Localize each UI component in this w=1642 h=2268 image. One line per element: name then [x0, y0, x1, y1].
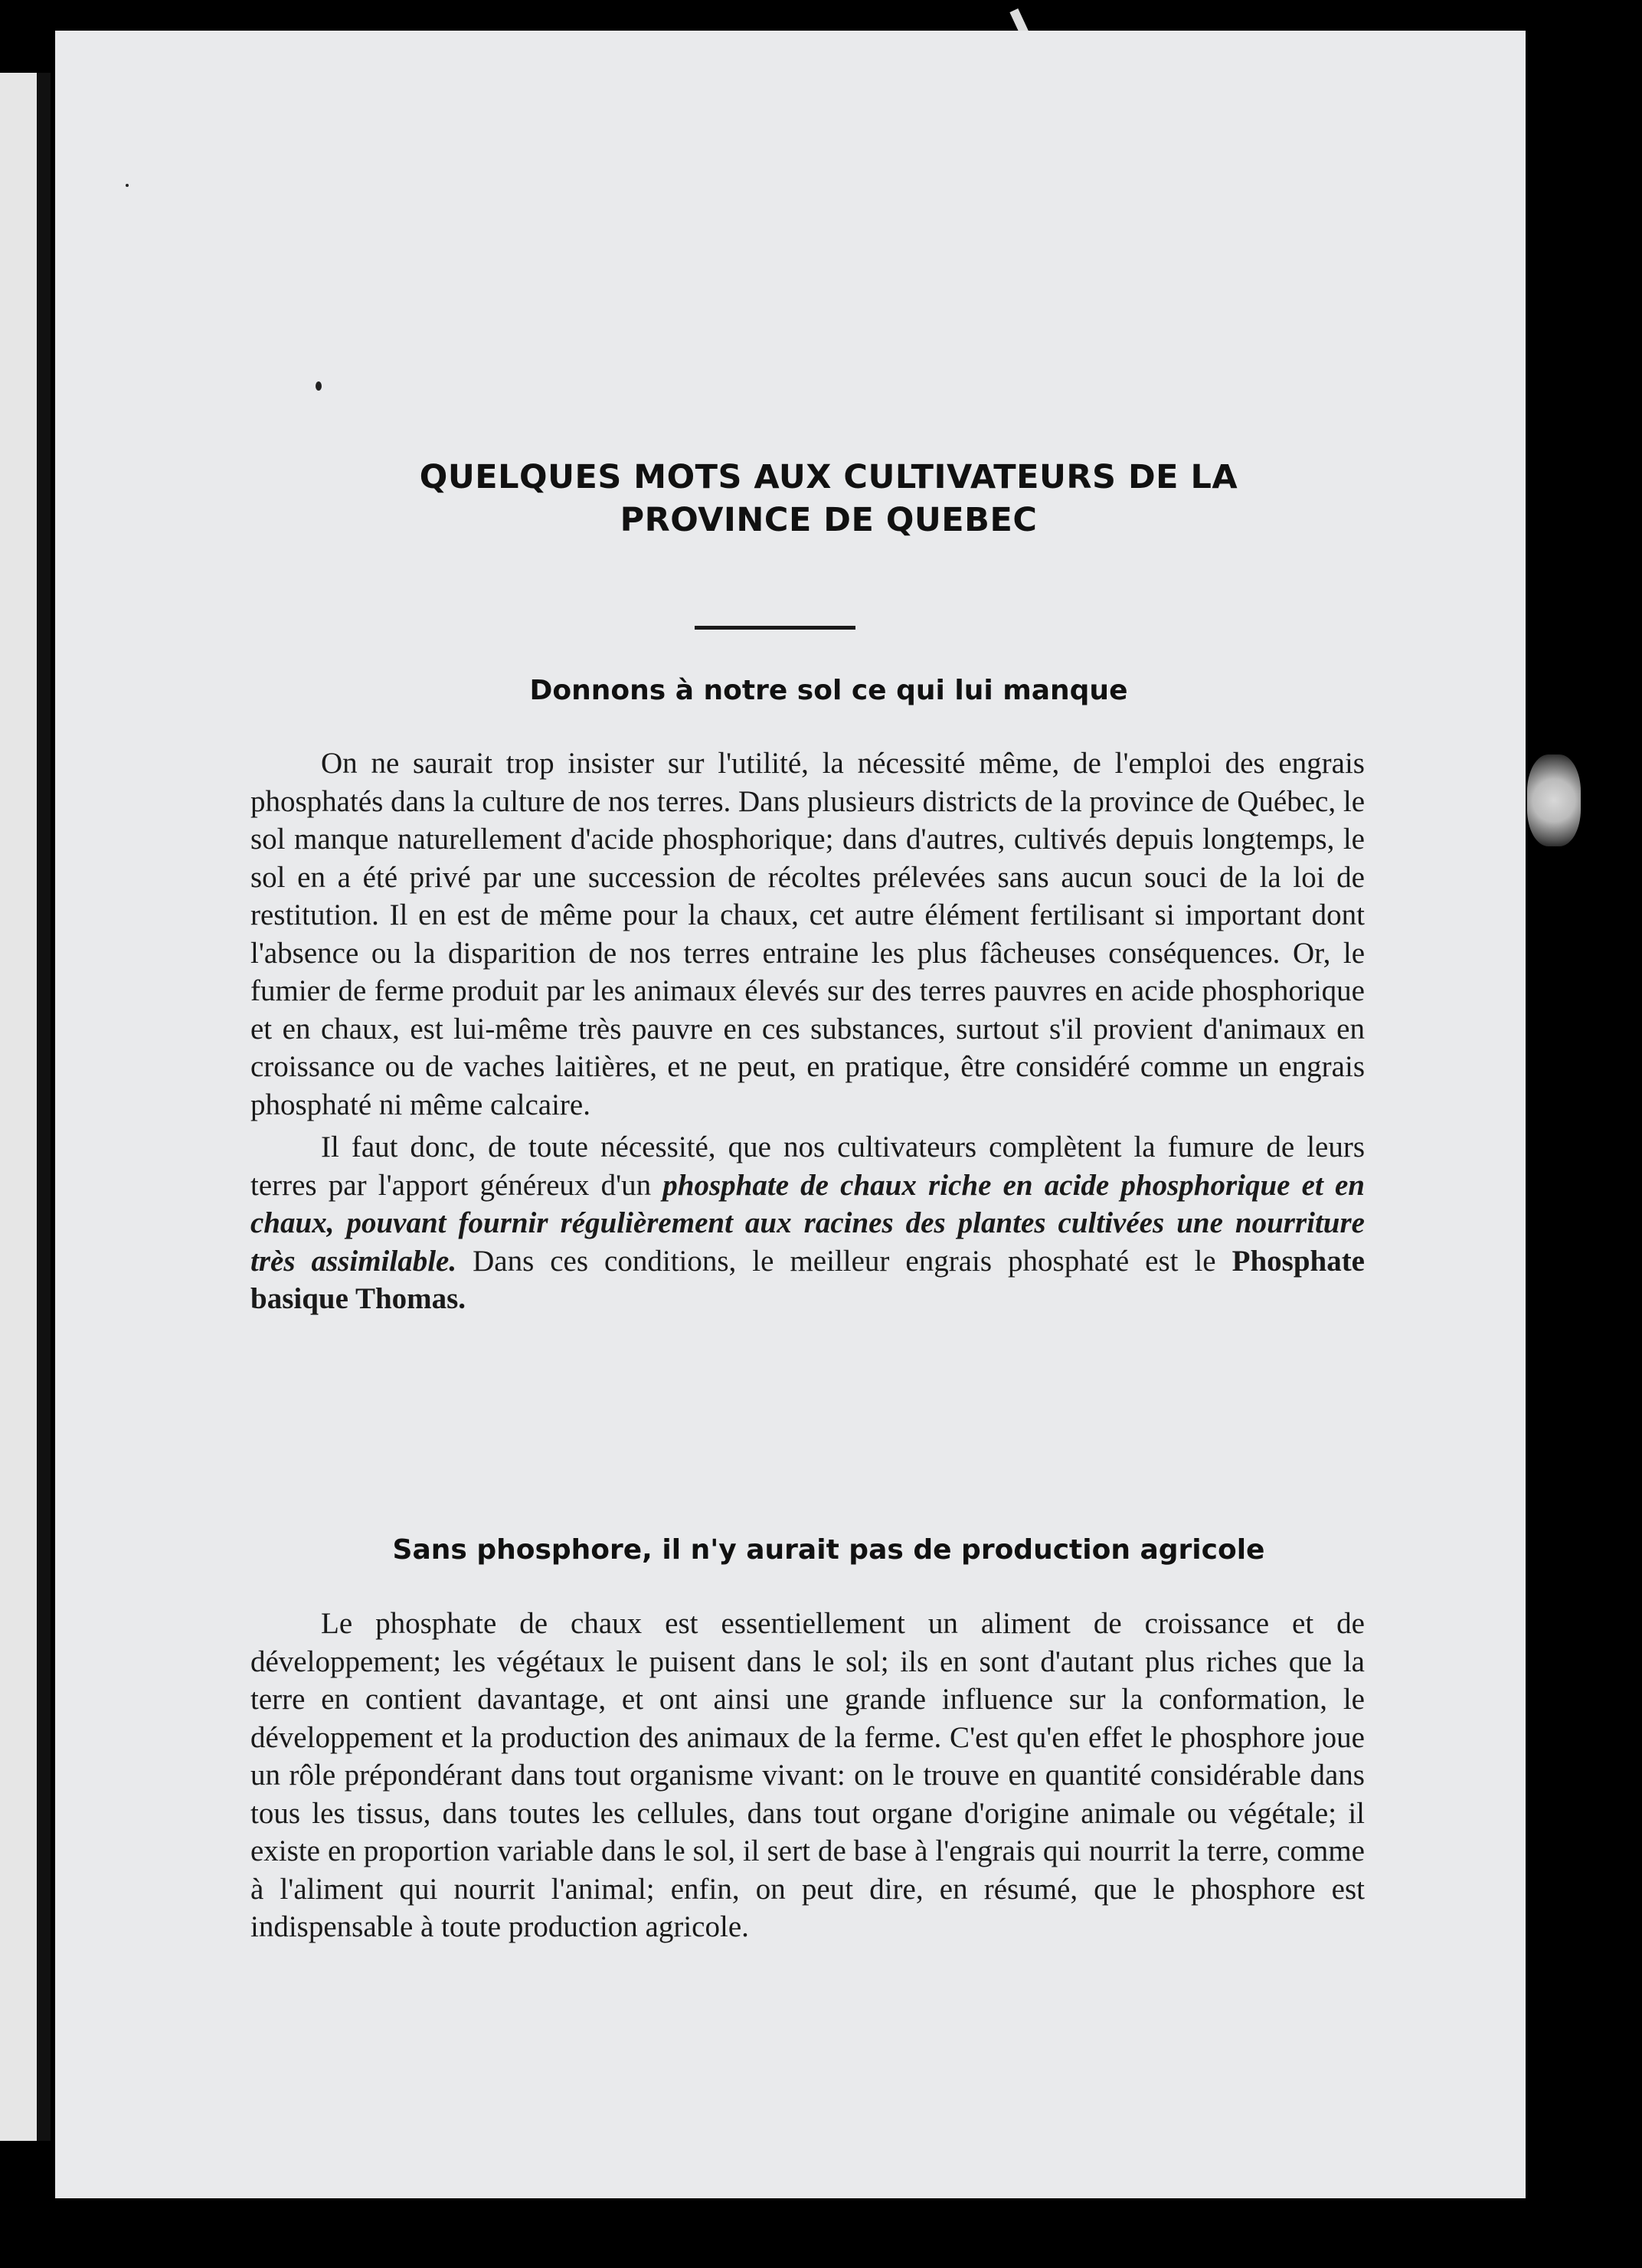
paragraph-3: Le phosphate de chaux est essentiellement un aliment de croissance et de développement; les végétaux le puisent dans le sol; ils en sont d'autant plus riches que la terre en contient davantage, et ont ainsi une grande influence sur la conformation, le développement et la production des animaux de la ferme. C'est qu'en effet le phosphore joue un rôle prépondérant dans tout organisme vivant: on le trouve en quantité considérable dans tous les tissus, dans toutes les cellules, dans tout organe d'origine animale ou végétale; il existe en proportion variable dans le sol, il sert de base à l'engrais qui nourrit la terre, comme à l'aliment qui nourrit l'animal; enfin, on peut dire, en résumé, que le phosphore est indispensable à toute production agricole. [250, 1607, 1365, 1943]
paragraph-2-text-a: Il faut donc, de toute nécessité, que nos cultivateurs complètent la fumure de leurs terres par l'apport généreux d'un [250, 1131, 1365, 1202]
section-2-body [250, 1605, 1365, 1946]
title-line-1: QUELQUES MOTS AUX CULTIVATEURS DE LA [419, 458, 1238, 496]
paragraph-2-text-b: Dans ces conditions, le meilleur engrais phosphaté est le [456, 1244, 1232, 1278]
paragraph-1: On ne saurait trop insister sur l'utilité, la nécessité même, de l'emploi des engrais phosphatés dans la culture de nos terres. Dans plusieurs districts de la province de Québec, le sol manque naturellement d'acide phosphorique; dans d'autres, cultivés depuis longtemps, le sol en a été privé par une succession de récoltes prélevées sans aucun souci de la loi de restitution. Il en est de même pour la chaux, cet autre élément fertilisant si important dont l'absence ou la disparition de nos terres entraine les plus fâcheuses conséquences. Or, le fumier de ferme produit par les animaux élevés sur des terres pauvres en acide phosphorique et en chaux, est lui-même très pauvre en ces substances, surtout s'il provient d'animaux en croissance ou de vaches laitières, et ne peut, en pratique, être considéré comme un engrais phosphaté ni même calcaire. [250, 747, 1365, 1121]
scan-speck [316, 381, 322, 391]
title-line-2: PROVINCE DE QUEBEC [620, 501, 1038, 539]
section-1-body [250, 745, 1365, 1318]
scan-blot [1527, 754, 1581, 846]
scan-speck [126, 184, 129, 187]
title-divider [695, 626, 855, 630]
paragraph-2-italic: phosphate de chaux riche en acide phosphorique et en chaux, pouvant fournir régulièrement aux racines des plantes cultivées une nourriture très assimilable. [250, 1168, 1365, 1278]
paragraph-2-bold: Phosphate basique Thomas. [250, 1244, 1365, 1315]
page-title [285, 456, 1372, 542]
section-heading-1: Donnons à notre sol ce qui lui manque [529, 675, 1128, 706]
section-heading-2: Sans phosphore, il n'y aurait pas de production agricole [392, 1534, 1265, 1566]
paragraph-2 [250, 1128, 1365, 1318]
page-gutter [37, 73, 51, 2141]
document-page [55, 31, 1526, 2198]
